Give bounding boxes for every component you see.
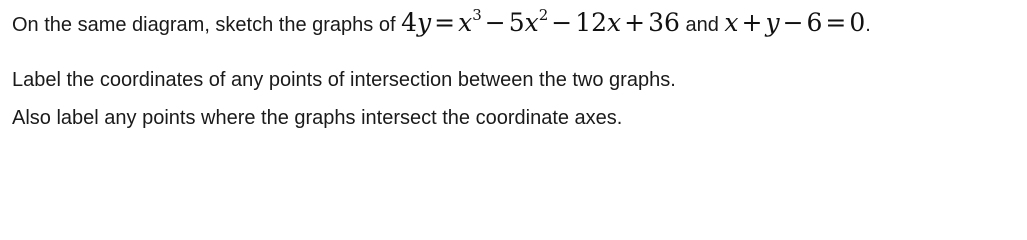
eq2-var-y: y <box>765 8 780 37</box>
period: . <box>865 14 871 36</box>
eq1-coef-y: 4 <box>401 8 417 37</box>
eq1-var-x: x <box>458 8 473 37</box>
eq1-constant: 36 <box>648 8 680 37</box>
eq1-plus: + <box>624 8 646 37</box>
eq2-constant: 6 <box>806 8 823 37</box>
eq1-var-x: x <box>524 8 539 37</box>
eq2-minus: − <box>782 8 804 37</box>
eq1-minus: − <box>484 8 506 37</box>
eq2-equals: = <box>825 8 847 37</box>
equation-line <box>724 8 865 37</box>
question-line-3: Also label any points where the graphs intersect the coordinate axes. <box>12 107 623 129</box>
eq1-minus: − <box>551 8 573 37</box>
eq2-rhs: 0 <box>849 8 866 37</box>
question-text <box>12 0 1024 141</box>
eq1-exponent-2: 2 <box>538 6 549 24</box>
eq1-exponent-3: 3 <box>472 6 482 24</box>
and-text: and <box>679 14 725 36</box>
eq1-coef-x: 12 <box>575 8 608 37</box>
intro-text: On the same diagram, sketch the graphs of <box>12 14 402 36</box>
eq2-plus: + <box>741 8 763 37</box>
eq1-var-y: y <box>417 8 432 37</box>
equation-cubic <box>401 8 680 37</box>
eq2-var-x: x <box>724 8 739 37</box>
question-line-1 <box>12 8 871 37</box>
eq1-coef-x2: 5 <box>508 8 525 37</box>
eq1-equals: = <box>434 8 456 37</box>
eq1-var-x: x <box>607 8 622 37</box>
question-line-2: Label the coordinates of any points of intersection between the two graphs. <box>12 69 676 91</box>
